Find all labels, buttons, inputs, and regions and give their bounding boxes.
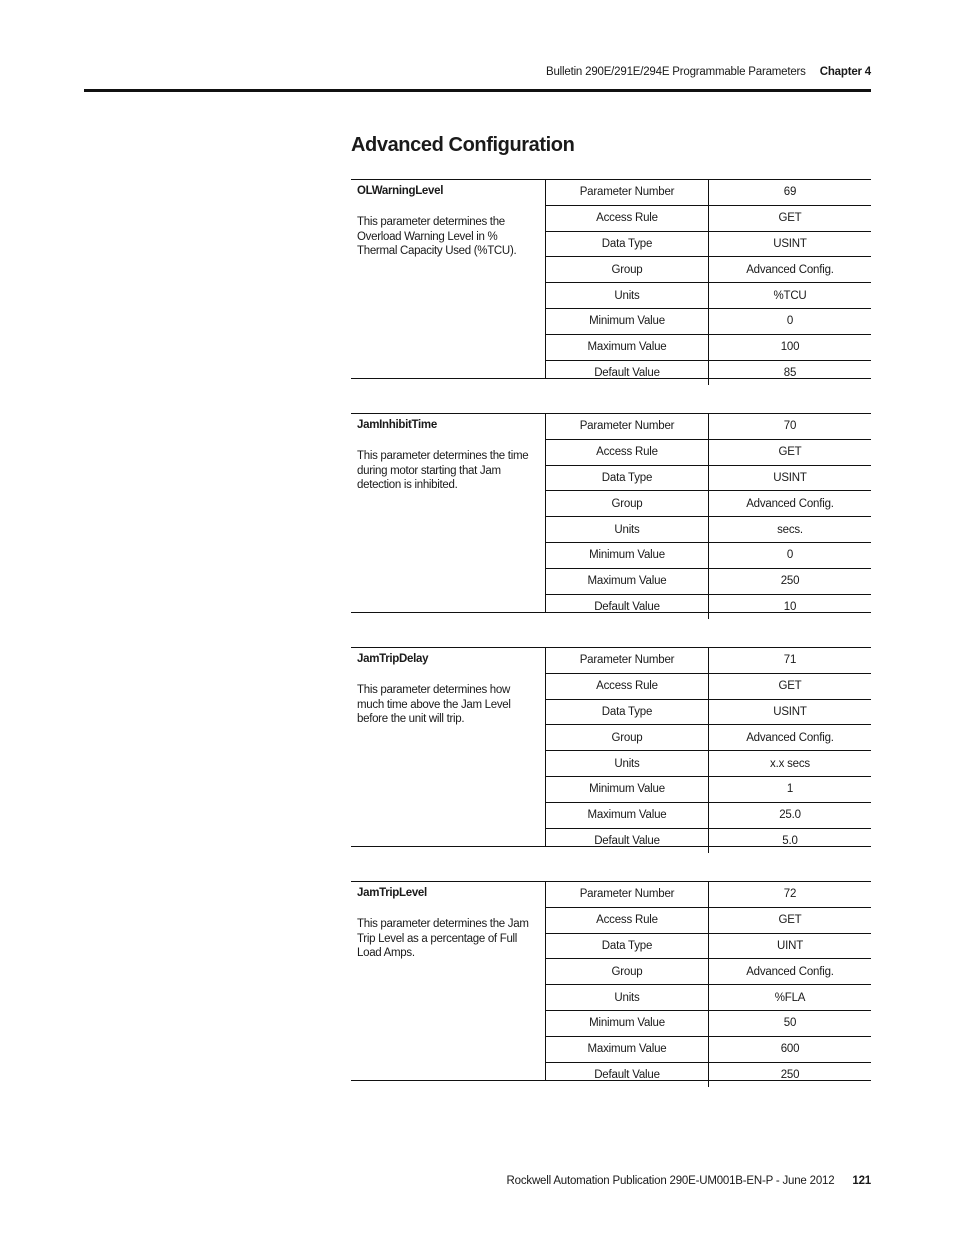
minimum-value: 1 — [709, 776, 872, 802]
maximum-value-label: Maximum Value — [546, 568, 709, 594]
group-value: Advanced Config. — [709, 725, 872, 751]
param-number-value: 70 — [709, 414, 872, 439]
maximum-value-label: Maximum Value — [546, 334, 709, 360]
param-description: This parameter determines how much time above the Jam Level before the unit will trip. — [357, 684, 511, 725]
default-value: 5.0 — [782, 834, 798, 847]
access-rule-value: GET — [709, 439, 872, 465]
data-type-value: USINT — [709, 231, 872, 257]
data-type-value: USINT — [709, 465, 872, 491]
units-value: %FLA — [709, 985, 872, 1011]
access-rule-label: Access Rule — [546, 907, 709, 933]
param-name: JamTripDelay — [357, 653, 429, 665]
param-description: This parameter determines the Overload Warning Level in % Thermal Capacity Used (%TCU). — [357, 216, 517, 257]
group-value: Advanced Config. — [709, 959, 872, 985]
data-type-value: UINT — [709, 933, 872, 959]
group-label: Group — [546, 959, 709, 985]
param-table — [546, 882, 871, 1087]
table-row — [546, 725, 871, 751]
units-label: Units — [546, 517, 709, 543]
default-value-label: Default Value — [546, 1062, 709, 1087]
header-rule — [84, 89, 871, 92]
param-number-label: Parameter Number — [546, 414, 709, 439]
param-description: This parameter determines the time during motor starting that Jam detection is inhibited. — [357, 450, 529, 491]
param-number-label: Parameter Number — [546, 648, 709, 673]
param-number-label: Parameter Number — [546, 882, 709, 907]
units-label: Units — [546, 283, 709, 309]
default-value: 10 — [783, 600, 797, 613]
param-description-cell — [351, 882, 546, 1080]
table-row — [546, 439, 871, 465]
maximum-value: 25.0 — [709, 802, 872, 828]
maximum-value-label: Maximum Value — [546, 802, 709, 828]
group-label: Group — [546, 491, 709, 517]
page-footer — [507, 1175, 871, 1187]
access-rule-label: Access Rule — [546, 673, 709, 699]
param-name: JamTripLevel — [357, 887, 427, 899]
table-row — [546, 985, 871, 1011]
data-type-label: Data Type — [546, 465, 709, 491]
table-row — [546, 308, 871, 334]
param-description-cell — [351, 180, 546, 378]
table-row — [546, 594, 871, 619]
default-value-label: Default Value — [546, 360, 709, 385]
default-value-label: Default Value — [546, 594, 709, 619]
param-block-jaminhibittime — [351, 413, 871, 613]
param-description-cell — [351, 414, 546, 612]
minimum-value: 0 — [709, 308, 872, 334]
table-row — [546, 1062, 871, 1087]
units-value: secs. — [709, 517, 872, 543]
minimum-value-label: Minimum Value — [546, 542, 709, 568]
table-row — [546, 648, 871, 673]
units-label: Units — [546, 985, 709, 1011]
units-value: x.x secs — [709, 751, 872, 777]
data-type-label: Data Type — [546, 699, 709, 725]
running-header — [546, 66, 871, 78]
access-rule-value: GET — [709, 673, 872, 699]
access-rule-label: Access Rule — [546, 205, 709, 231]
table-row — [546, 933, 871, 959]
table-row — [546, 568, 871, 594]
default-value: 85 — [783, 366, 797, 379]
header-chapter: Chapter 4 — [819, 66, 871, 78]
maximum-value: 100 — [709, 334, 872, 360]
data-type-label: Data Type — [546, 933, 709, 959]
table-row — [546, 360, 871, 385]
param-block-jamtripdelay — [351, 647, 871, 847]
table-row — [546, 959, 871, 985]
data-type-label: Data Type — [546, 231, 709, 257]
table-row — [546, 802, 871, 828]
table-row — [546, 828, 871, 853]
param-block-olwarninglevel — [351, 179, 871, 379]
header-section: Bulletin 290E/291E/294E Programmable Parameters — [546, 66, 806, 78]
table-row — [546, 907, 871, 933]
table-row — [546, 1036, 871, 1062]
table-row — [546, 542, 871, 568]
param-block-jamtriplevel — [351, 881, 871, 1081]
table-row — [546, 283, 871, 309]
param-name: JamInhibitTime — [357, 419, 437, 431]
page-number: 121 — [852, 1175, 871, 1187]
maximum-value: 600 — [709, 1036, 872, 1062]
group-label: Group — [546, 257, 709, 283]
table-row — [546, 751, 871, 777]
table-row — [546, 491, 871, 517]
table-row — [546, 465, 871, 491]
table-row — [546, 1010, 871, 1036]
table-row — [546, 180, 871, 205]
footer-publication: Rockwell Automation Publication 290E-UM001B-EN-P - June 2012 — [506, 1175, 835, 1187]
table-row — [546, 882, 871, 907]
default-value-label: Default Value — [546, 828, 709, 853]
param-name: OLWarningLevel — [357, 185, 444, 197]
minimum-value-label: Minimum Value — [546, 1010, 709, 1036]
param-number-value: 72 — [709, 882, 872, 907]
page-title: Advanced Configuration — [351, 134, 575, 156]
units-value: %TCU — [709, 283, 872, 309]
table-row — [546, 673, 871, 699]
minimum-value-label: Minimum Value — [546, 776, 709, 802]
maximum-value-label: Maximum Value — [546, 1036, 709, 1062]
table-row — [546, 699, 871, 725]
minimum-value: 50 — [709, 1010, 872, 1036]
param-table — [546, 648, 871, 853]
group-value: Advanced Config. — [709, 257, 872, 283]
maximum-value: 250 — [709, 568, 872, 594]
units-label: Units — [546, 751, 709, 777]
table-row — [546, 334, 871, 360]
table-row — [546, 414, 871, 439]
param-description: This parameter determines the Jam Trip Level as a percentage of Full Load Amps. — [357, 918, 529, 959]
table-row — [546, 517, 871, 543]
access-rule-value: GET — [709, 205, 872, 231]
data-type-value: USINT — [709, 699, 872, 725]
param-description-cell — [351, 648, 546, 846]
param-number-value: 69 — [709, 180, 872, 205]
table-row — [546, 776, 871, 802]
param-number-label: Parameter Number — [546, 180, 709, 205]
param-table — [546, 180, 871, 385]
group-label: Group — [546, 725, 709, 751]
table-row — [546, 231, 871, 257]
access-rule-value: GET — [709, 907, 872, 933]
table-row — [546, 205, 871, 231]
table-row — [546, 257, 871, 283]
access-rule-label: Access Rule — [546, 439, 709, 465]
param-number-value: 71 — [709, 648, 872, 673]
minimum-value-label: Minimum Value — [546, 308, 709, 334]
minimum-value: 0 — [709, 542, 872, 568]
param-table — [546, 414, 871, 619]
group-value: Advanced Config. — [709, 491, 872, 517]
default-value: 250 — [780, 1068, 800, 1081]
